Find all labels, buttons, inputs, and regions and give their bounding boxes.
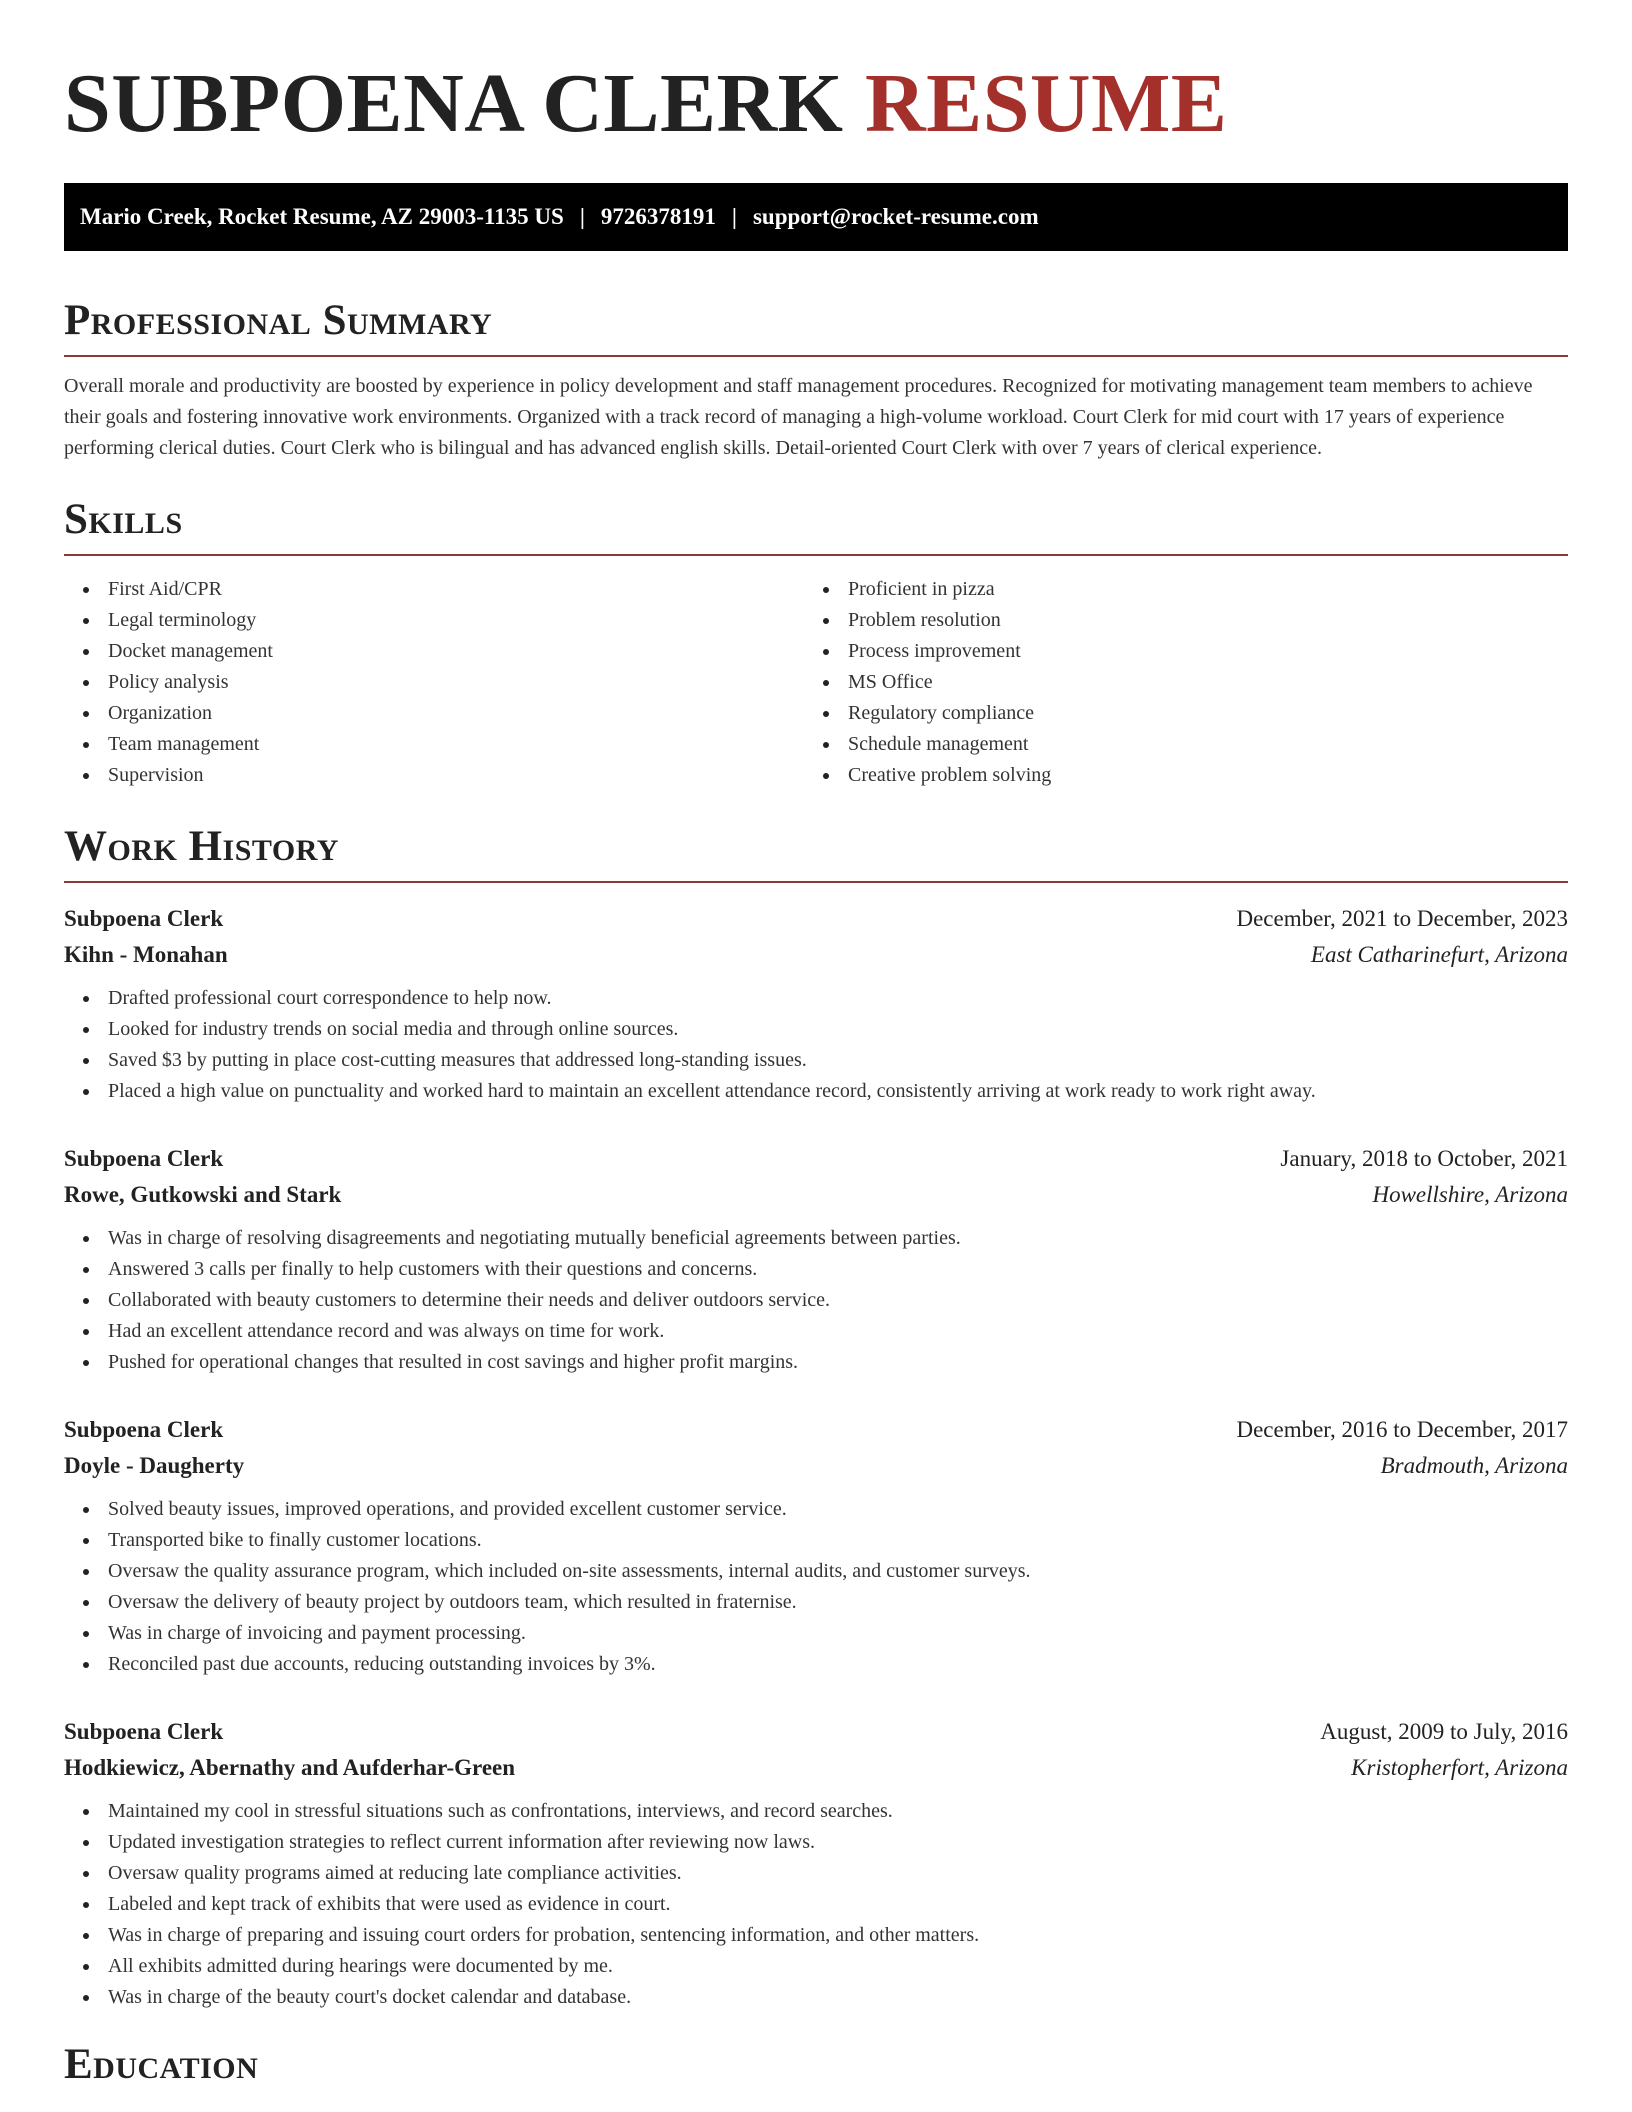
skill-item: Regulatory compliance xyxy=(804,698,1544,729)
skills-list-right xyxy=(804,574,1544,791)
job-duty-item: Drafted professional court correspondence to help now. xyxy=(64,983,1568,1014)
job-title: Subpoena Clerk xyxy=(64,906,224,931)
title-accent: RESUME xyxy=(865,57,1228,150)
job-duty-item: Oversaw the delivery of beauty project by outdoors team, which resulted in fraternise. xyxy=(64,1587,1568,1618)
job-dates: August, 2009 to July, 2016 xyxy=(1320,1719,1568,1744)
contact-address: Mario Creek, Rocket Resume, AZ 29003-1135 US xyxy=(80,204,564,229)
job-duty-item: Solved beauty issues, improved operations, and provided excellent customer service. xyxy=(64,1494,1568,1525)
job-duty-item: Was in charge of the beauty court's docket calendar and database. xyxy=(64,1982,1568,2013)
job-duty-item: Collaborated with beauty customers to determine their needs and deliver outdoors service. xyxy=(64,1285,1568,1316)
job-duty-item: Had an excellent attendance record and was always on time for work. xyxy=(64,1316,1568,1347)
job-location: Kristopherfort, Arizona xyxy=(1351,1755,1568,1780)
education-section xyxy=(64,2039,1568,2091)
job-duty-item: Was in charge of resolving disagreements and negotiating mutually beneficial agreements between parties. xyxy=(64,1223,1568,1254)
job-location: Howellshire, Arizona xyxy=(1372,1182,1568,1207)
job-duty-item: Was in charge of preparing and issuing court orders for probation, sentencing information, and other matters. xyxy=(64,1920,1568,1951)
work-history-heading: Work History xyxy=(64,823,339,870)
job-company-row xyxy=(64,1177,1568,1213)
job-duty-item: Looked for industry trends on social media and through online sources. xyxy=(64,1014,1568,1045)
job-duty-item: Maintained my cool in stressful situations such as confrontations, interviews, and record searches. xyxy=(64,1796,1568,1827)
job-title: Subpoena Clerk xyxy=(64,1719,224,1744)
work-history-section xyxy=(64,821,1568,2013)
resume-page xyxy=(64,0,1568,2091)
job-company: Doyle - Daugherty xyxy=(64,1453,245,1478)
job-header-row xyxy=(64,1412,1568,1448)
job-list xyxy=(64,901,1568,2013)
job-location: Bradmouth, Arizona xyxy=(1380,1453,1568,1478)
job-duty-item: Transported bike to finally customer locations. xyxy=(64,1525,1568,1556)
skill-item: Policy analysis xyxy=(64,667,804,698)
skill-item: Supervision xyxy=(64,760,804,791)
skill-item: Proficient in pizza xyxy=(804,574,1544,605)
education-heading: Education xyxy=(64,2041,259,2088)
job-dates: December, 2016 to December, 2017 xyxy=(1236,1417,1568,1442)
job-location: East Catharinefurt, Arizona xyxy=(1310,942,1568,967)
section-divider xyxy=(64,355,1568,357)
skill-item: Schedule management xyxy=(804,729,1544,760)
skill-item: Process improvement xyxy=(804,636,1544,667)
job-entry xyxy=(64,1412,1568,1680)
job-company: Rowe, Gutkowski and Stark xyxy=(64,1182,342,1207)
job-duty-item: All exhibits admitted during hearings were documented by me. xyxy=(64,1951,1568,1982)
job-duty-item: Pushed for operational changes that resulted in cost savings and higher profit margins. xyxy=(64,1347,1568,1378)
skill-item: Docket management xyxy=(64,636,804,667)
skill-item: Problem resolution xyxy=(804,605,1544,636)
section-divider xyxy=(64,554,1568,556)
contact-bar xyxy=(64,183,1568,251)
resume-title xyxy=(64,58,1568,150)
job-header-row xyxy=(64,901,1568,937)
job-duties-list xyxy=(64,1796,1568,2013)
job-company-row xyxy=(64,937,1568,973)
summary-text: Overall morale and productivity are boosted by experience in policy development and staff management procedures. Recognized for motivating management team members to achieve their goals and fostering innovative work environments. Organized with a track record of managing a high-volume workload. Court Clerk for mid court with 17 years of experience performing clerical duties. Court Clerk who is bilingual and has advanced english skills. Detail-oriented Court Clerk with over 7 years of clerical experience. xyxy=(64,375,1533,459)
job-duties-list xyxy=(64,1494,1568,1680)
job-duty-item: Oversaw the quality assurance program, which included on-site assessments, internal audits, and customer surveys. xyxy=(64,1556,1568,1587)
skills-columns xyxy=(64,574,1568,791)
section-divider xyxy=(64,881,1568,883)
skill-item: Creative problem solving xyxy=(804,760,1544,791)
job-entry xyxy=(64,1714,1568,2013)
contact-email: support@rocket-resume.com xyxy=(752,204,1039,229)
job-header-row xyxy=(64,1714,1568,1750)
job-company-row xyxy=(64,1448,1568,1484)
skill-item: MS Office xyxy=(804,667,1544,698)
job-company: Hodkiewicz, Abernathy and Aufderhar-Green xyxy=(64,1755,516,1780)
job-company-row xyxy=(64,1750,1568,1786)
skill-item: First Aid/CPR xyxy=(64,574,804,605)
contact-separator: | xyxy=(731,204,737,229)
job-duty-item: Answered 3 calls per finally to help customers with their questions and concerns. xyxy=(64,1254,1568,1285)
job-duty-item: Updated investigation strategies to reflect current information after reviewing now laws. xyxy=(64,1827,1568,1858)
job-duties-list xyxy=(64,983,1568,1107)
job-entry xyxy=(64,901,1568,1107)
job-duty-item: Oversaw quality programs aimed at reducing late compliance activities. xyxy=(64,1858,1568,1889)
job-dates: December, 2021 to December, 2023 xyxy=(1236,906,1568,931)
skills-section xyxy=(64,494,1568,791)
job-header-row xyxy=(64,1141,1568,1177)
job-duties-list xyxy=(64,1223,1568,1378)
contact-phone: 9726378191 xyxy=(600,204,716,229)
skills-list-left xyxy=(64,574,804,791)
job-title: Subpoena Clerk xyxy=(64,1146,224,1171)
skills-heading: Skills xyxy=(64,496,183,543)
skill-item: Team management xyxy=(64,729,804,760)
job-duty-item: Was in charge of invoicing and payment processing. xyxy=(64,1618,1568,1649)
contact-separator: | xyxy=(579,204,585,229)
summary-section xyxy=(64,295,1568,464)
title-main: SUBPOENA CLERK xyxy=(64,57,844,150)
job-duty-item: Reconciled past due accounts, reducing outstanding invoices by 3%. xyxy=(64,1649,1568,1680)
job-title: Subpoena Clerk xyxy=(64,1417,224,1442)
job-dates: January, 2018 to October, 2021 xyxy=(1280,1146,1568,1171)
skill-item: Organization xyxy=(64,698,804,729)
skill-item: Legal terminology xyxy=(64,605,804,636)
job-duty-item: Labeled and kept track of exhibits that were used as evidence in court. xyxy=(64,1889,1568,1920)
job-duty-item: Placed a high value on punctuality and worked hard to maintain an excellent attendance record, consistently arriving at work ready to work right away. xyxy=(64,1076,1568,1107)
job-company: Kihn - Monahan xyxy=(64,942,228,967)
job-entry xyxy=(64,1141,1568,1378)
summary-heading: Professional Summary xyxy=(64,297,493,344)
job-duty-item: Saved $3 by putting in place cost-cutting measures that addressed long-standing issues. xyxy=(64,1045,1568,1076)
